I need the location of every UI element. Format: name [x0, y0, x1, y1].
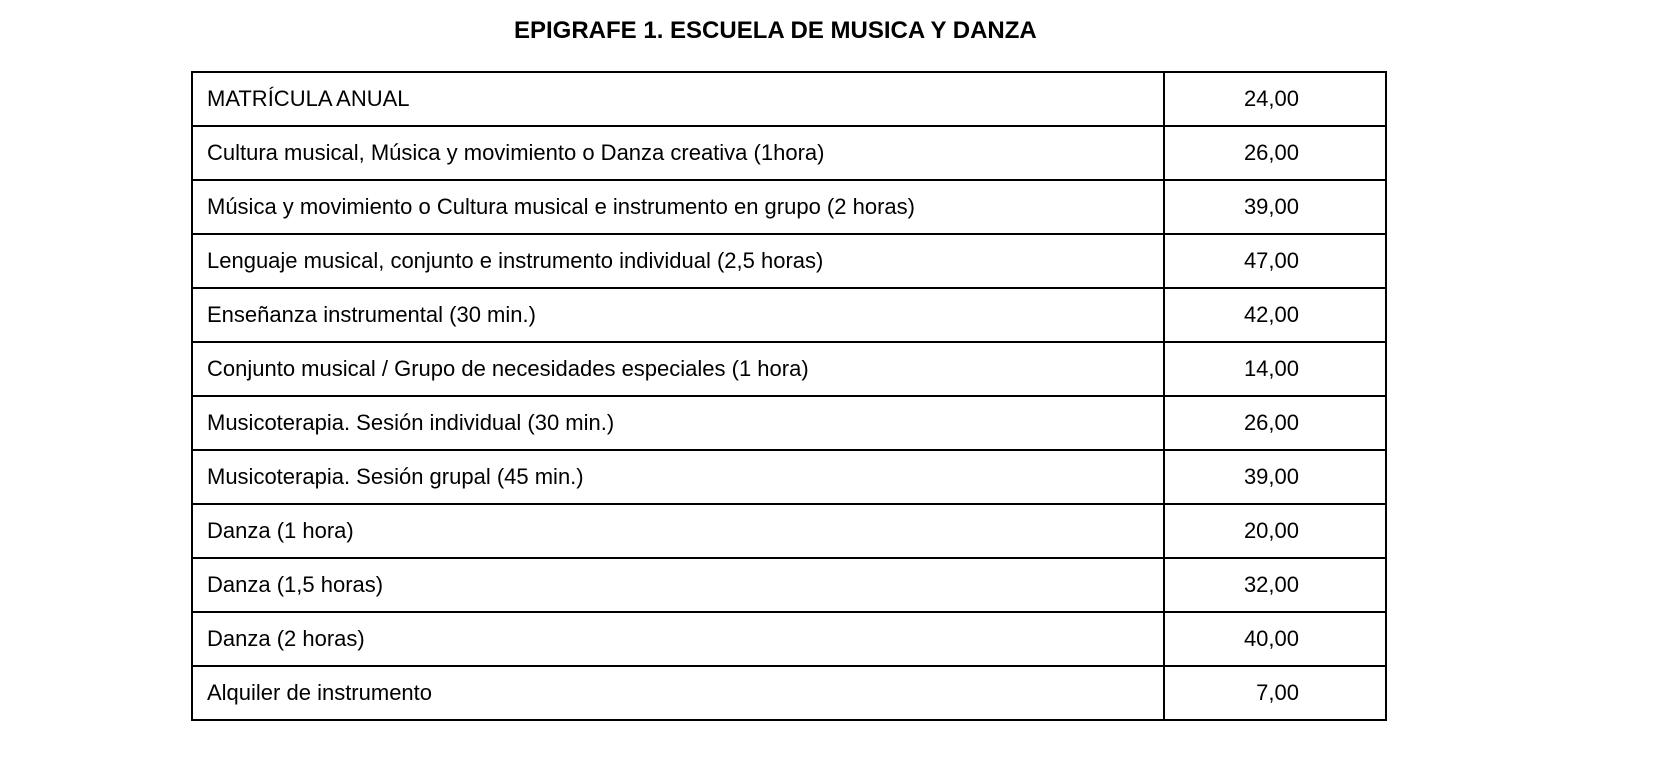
table-row	[192, 450, 1386, 504]
concept-cell: MATRÍCULA ANUAL	[192, 72, 1164, 126]
concept-cell: Danza (1,5 horas)	[192, 558, 1164, 612]
table-row	[192, 72, 1386, 126]
table-row	[192, 666, 1386, 720]
price-cell: 32,00	[1164, 558, 1386, 612]
price-cell: 7,00	[1164, 666, 1386, 720]
concept-cell: Lenguaje musical, conjunto e instrumento individual (2,5 horas)	[192, 234, 1164, 288]
price-cell: 39,00	[1164, 180, 1386, 234]
table-row	[192, 558, 1386, 612]
price-cell: 42,00	[1164, 288, 1386, 342]
price-cell: 20,00	[1164, 504, 1386, 558]
table-row	[192, 288, 1386, 342]
fee-table	[191, 71, 1387, 721]
concept-cell: Danza (2 horas)	[192, 612, 1164, 666]
concept-cell: Cultura musical, Música y movimiento o Danza creativa (1hora)	[192, 126, 1164, 180]
concept-cell: Música y movimiento o Cultura musical e instrumento en grupo (2 horas)	[192, 180, 1164, 234]
table-row	[192, 180, 1386, 234]
concept-cell: Alquiler de instrumento	[192, 666, 1164, 720]
price-cell: 24,00	[1164, 72, 1386, 126]
table-row	[192, 234, 1386, 288]
page-title	[0, 16, 1680, 46]
table-row	[192, 342, 1386, 396]
concept-cell: Danza (1 hora)	[192, 504, 1164, 558]
price-cell: 26,00	[1164, 396, 1386, 450]
concept-cell: Musicoterapia. Sesión grupal (45 min.)	[192, 450, 1164, 504]
price-cell: 40,00	[1164, 612, 1386, 666]
price-cell: 26,00	[1164, 126, 1386, 180]
concept-cell: Enseñanza instrumental (30 min.)	[192, 288, 1164, 342]
table-row	[192, 612, 1386, 666]
price-cell: 14,00	[1164, 342, 1386, 396]
concept-cell: Conjunto musical / Grupo de necesidades especiales (1 hora)	[192, 342, 1164, 396]
concept-cell: Musicoterapia. Sesión individual (30 min.)	[192, 396, 1164, 450]
price-cell: 47,00	[1164, 234, 1386, 288]
price-cell: 39,00	[1164, 450, 1386, 504]
table-row	[192, 396, 1386, 450]
table-row	[192, 504, 1386, 558]
table-row	[192, 126, 1386, 180]
page-title-text: EPIGRAFE 1. ESCUELA DE MUSICA Y DANZA	[514, 17, 1037, 44]
